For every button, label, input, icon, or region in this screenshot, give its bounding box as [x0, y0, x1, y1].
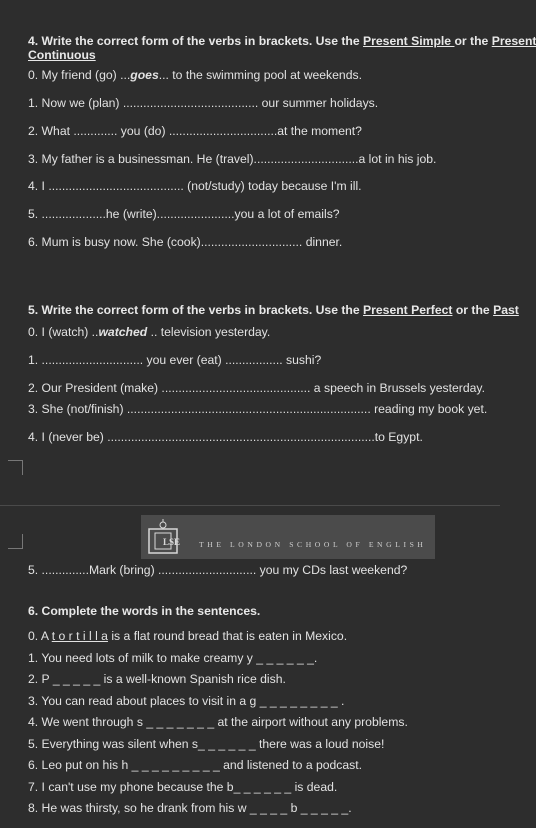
- ex4-item-0-answer: goes: [130, 68, 159, 82]
- ex6-item-3: 3. You can read about places to visit in a g _ _ _ _ _ _ _ _ .: [28, 694, 345, 708]
- ex5-item-1: 1. .............................. you ever (eat) ................. sushi?: [28, 353, 322, 367]
- ex6-item-7: 7. I can't use my phone because the b_ _ _ _ _ _ is dead.: [28, 780, 338, 794]
- ex6-heading: 6. Complete the words in the sentences.: [28, 604, 261, 618]
- ex4-heading-text: 4. Write the correct form of the verbs in brackets. Use the: [28, 34, 364, 48]
- ex6-item-6: 6. Leo put on his h _ _ _ _ _ _ _ _ _ and listened to a podcast.: [28, 758, 363, 772]
- ex6-item-2: 2. P _ _ _ _ _ is a well-known Spanish rice dish.: [28, 672, 286, 686]
- ex6-item-1: 1. You need lots of milk to make creamy y _ _ _ _ _ _.: [28, 651, 318, 665]
- ex4-heading-or: or the: [454, 34, 492, 48]
- ex5-item-5: 5. ..............Mark (bring) ............................. you my CDs last weekend?: [28, 563, 408, 577]
- ex6-item-4: 4. We went through s _ _ _ _ _ _ _ at the airport without any problems.: [28, 715, 408, 729]
- ex4-item-1: 1. Now we (plan) ........................................ our summer holidays.: [28, 96, 379, 110]
- ex4-item-0-post: ... to the swimming pool at weekends.: [158, 68, 362, 82]
- ex5-heading-past: Past: [493, 303, 519, 317]
- page-divider: [0, 505, 500, 506]
- crop-mark-bottom: [8, 534, 23, 549]
- ex5-item-2: 2. Our President (make) ............................................ a speech in Brussels yesterday.: [28, 381, 485, 395]
- ex4-item-4: 4. I ........................................ (not/study) today because I'm ill.: [28, 179, 362, 193]
- ex5-item-0-answer: watched: [98, 325, 148, 339]
- ex4-heading: [28, 34, 536, 48]
- school-name: THE LONDON SCHOOL OF ENGLISH: [199, 540, 427, 549]
- ex5-item-0-pre: 0. I (watch) ..: [28, 325, 99, 339]
- school-banner: [141, 515, 435, 559]
- lse-logo-text: LSE: [163, 537, 181, 547]
- ex5-heading-text: 5. Write the correct form of the verbs in brackets. Use the: [28, 303, 364, 317]
- ex6-item-0-answer: t o r t i l l a: [51, 629, 108, 643]
- ex4-heading-present: Present: [491, 34, 536, 48]
- ex5-item-4: 4. I (never be) ...............................................................................to Egypt.: [28, 430, 423, 444]
- ex4-item-6: 6. Mum is busy now. She (cook).............................. dinner.: [28, 235, 343, 249]
- ex4-item-5: 5. ...................he (write).......................you a lot of emails?: [28, 207, 340, 221]
- ex6-item-8: 8. He was thirsty, so he drank from his w _ _ _ _ b _ _ _ _ _.: [28, 801, 352, 815]
- ex5-heading-present-perfect: Present Perfect: [363, 303, 453, 317]
- ex6-item-0: [28, 629, 347, 643]
- ex4-heading-present-simple: Present Simple: [363, 34, 455, 48]
- ex5-item-0-post: .. television yesterday.: [147, 325, 271, 339]
- ex4-heading-continuous: Continuous: [28, 48, 96, 62]
- ex5-heading: [28, 303, 519, 317]
- ex4-item-0-pre: 0. My friend (go) ...: [28, 68, 131, 82]
- ex6-item-0-post: is a flat round bread that is eaten in Mexico.: [107, 629, 348, 643]
- crop-mark-top: [8, 460, 23, 475]
- ex5-item-0: [28, 325, 270, 339]
- ex5-heading-or: or the: [452, 303, 494, 317]
- ex4-item-2: 2. What ............. you (do) ................................at the moment?: [28, 124, 362, 138]
- ex4-item-0: [28, 68, 362, 82]
- ex6-item-0-pre: 0. A: [28, 629, 52, 643]
- ex5-item-3: 3. She (not/finish) ........................................................................ reading my book yet.: [28, 402, 488, 416]
- ex4-item-3: 3. My father is a businessman. He (travel)...............................a lot in his job.: [28, 152, 437, 166]
- ex6-item-5: 5. Everything was silent when s_ _ _ _ _ _ there was a loud noise!: [28, 737, 385, 751]
